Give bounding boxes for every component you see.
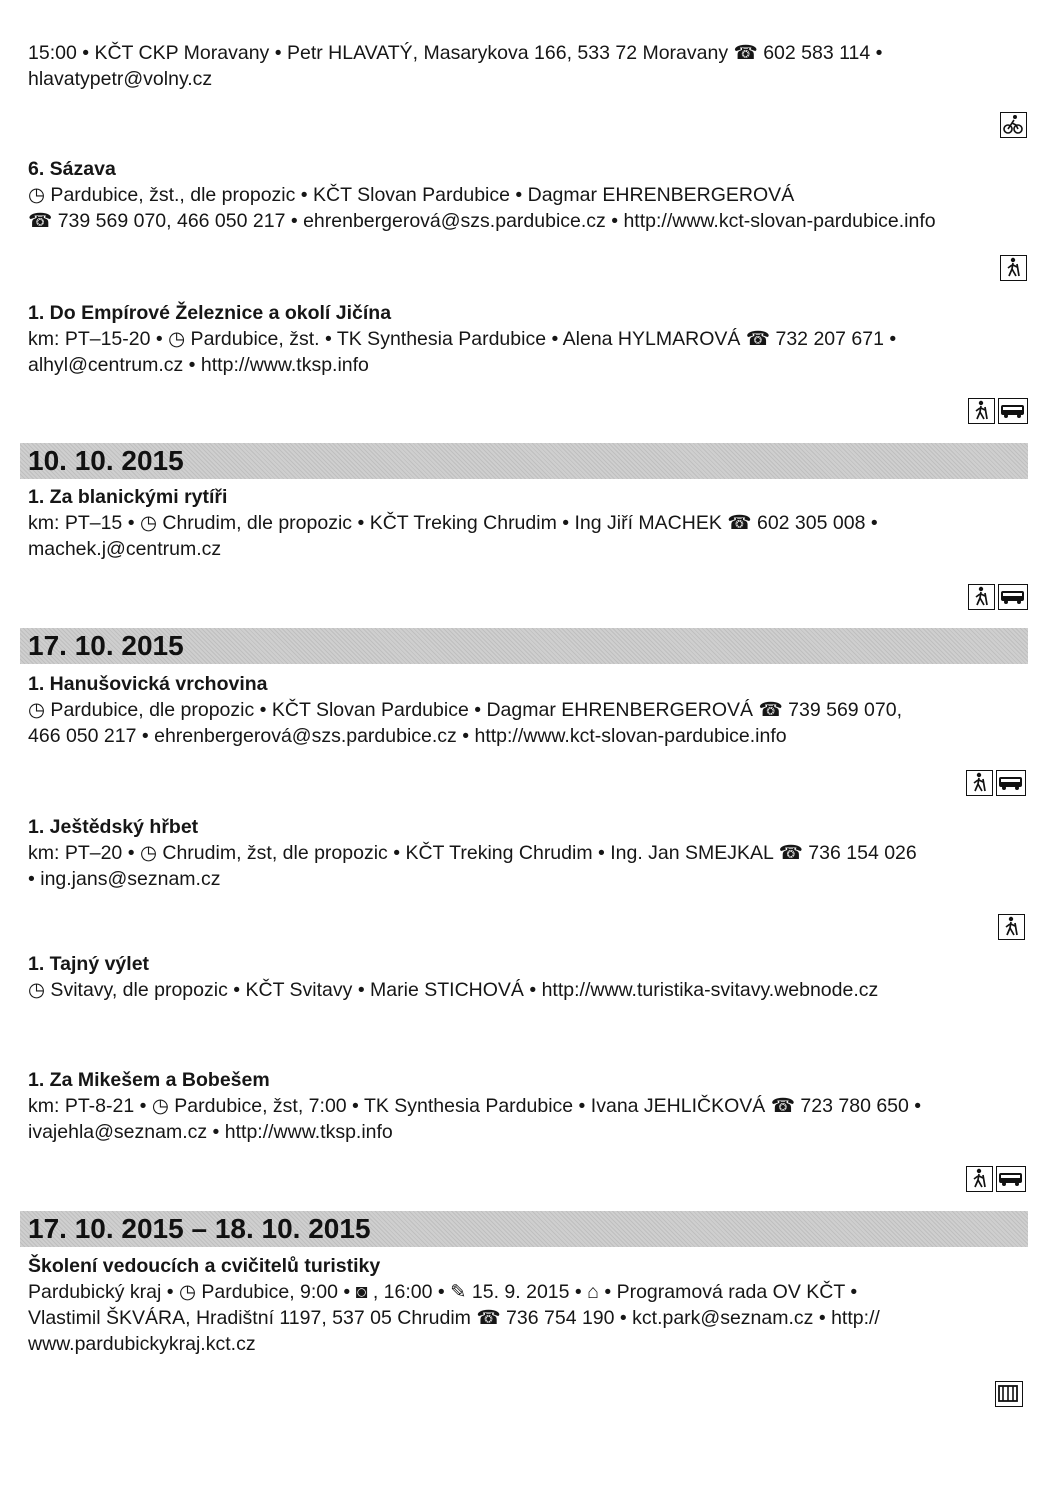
event-title: 1. Do Empírové Železnice a okolí Jičína — [28, 302, 392, 324]
hiker-icon — [966, 1166, 993, 1192]
entry-line: machek.j@centrum.cz — [28, 538, 222, 560]
hiker-icon — [998, 914, 1025, 940]
entry-line: Pardubický kraj • ◷ Pardubice, 9:00 • ◙ , 16:00 • ✎ 15. 9. 2015 • ⌂ • Programová rada OV KČT • — [28, 1281, 858, 1303]
event-entry — [28, 1253, 1028, 1357]
entry-line: km: PT–15 • ◷ Chrudim, dle propozic • KČT Treking Chrudim • Ing Jiří MACHEK ☎ 602 305 008 • — [28, 512, 878, 534]
bus-icon — [996, 770, 1026, 796]
event-title: 1. Hanušovická vrchovina — [28, 673, 268, 695]
entry-line: 15:00 • KČT CKP Moravany • Petr HLAVATÝ, Masarykova 166, 533 72 Moravany ☎ 602 583 114 • — [28, 42, 883, 64]
entry-line: km: PT–15-20 • ◷ Pardubice, žst. • TK Synthesia Pardubice • Alena HYLMAROVÁ ☎ 732 207 671 • — [28, 328, 897, 350]
date-band-label: 10. 10. 2015 — [28, 445, 184, 476]
entry-line: www.pardubickykraj.kct.cz — [28, 1333, 256, 1355]
hiker-icon — [966, 770, 993, 796]
bus-icon — [998, 584, 1028, 610]
event-title: 1. Tajný výlet — [28, 953, 150, 975]
hiker-icon — [968, 398, 995, 424]
entry-line: hlavatypetr@volny.cz — [28, 68, 213, 90]
entry-line: ◷ Pardubice, dle propozic • KČT Slovan Pardubice • Dagmar EHRENBERGEROVÁ ☎ 739 569 070, — [28, 699, 903, 721]
date-band — [20, 1211, 1028, 1247]
date-band — [20, 443, 1028, 479]
entry-line: ivajehla@seznam.cz • http://www.tksp.info — [28, 1121, 393, 1143]
entry-line: alhyl@centrum.cz • http://www.tksp.info — [28, 354, 369, 376]
event-title: 1. Ještědský hřbet — [28, 816, 199, 838]
cyclist-icon — [1000, 112, 1027, 138]
bus-icon — [998, 398, 1028, 424]
event-title: Školení vedoucích a cvičitelů turistiky — [28, 1255, 381, 1277]
hiker-icon — [1000, 255, 1027, 281]
date-band-label: 17. 10. 2015 – 18. 10. 2015 — [28, 1213, 371, 1244]
event-title: 1. Za blanickými rytíři — [28, 486, 228, 508]
date-band-label: 17. 10. 2015 — [28, 630, 184, 661]
event-entry — [28, 671, 1028, 749]
entry-line: • ing.jans@seznam.cz — [28, 868, 221, 890]
event-entry — [28, 951, 1028, 1003]
event-entry — [28, 814, 1028, 892]
entry-line: km: PT-8-21 • ◷ Pardubice, žst, 7:00 • TK Synthesia Pardubice • Ivana JEHLIČKOVÁ ☎ 723 780 650 • — [28, 1095, 922, 1117]
event-entry — [28, 1067, 1028, 1145]
event-title: 1. Za Mikešem a Bobešem — [28, 1069, 270, 1091]
entry-line: ◷ Pardubice, žst., dle propozic • KČT Slovan Pardubice • Dagmar EHRENBERGEROVÁ — [28, 184, 795, 206]
entry-line: Vlastimil ŠKVÁRA, Hradištní 1197, 537 05 Chrudim ☎ 736 754 190 • kct.park@seznam.cz • http:// — [28, 1307, 880, 1329]
event-entry — [28, 156, 1028, 234]
date-band — [20, 628, 1028, 664]
entry-line: ◷ Svitavy, dle propozic • KČT Svitavy • Marie STICHOVÁ • http://www.turistika-svitavy.webnode.cz — [28, 979, 879, 1001]
event-title: 6. Sázava — [28, 158, 116, 180]
book-icon — [995, 1381, 1023, 1407]
event-entry — [28, 300, 1028, 378]
entry-line: ☎ 739 569 070, 466 050 217 • ehrenbergerová@szs.pardubice.cz • http://www.kct-slovan-pardubice.info — [28, 210, 936, 232]
bus-icon — [996, 1166, 1026, 1192]
hiker-icon — [968, 584, 995, 610]
entry-line: 466 050 217 • ehrenbergerová@szs.pardubice.cz • http://www.kct-slovan-pardubice.info — [28, 725, 787, 747]
event-entry — [28, 484, 1028, 562]
entry-line: km: PT–20 • ◷ Chrudim, žst, dle propozic • KČT Treking Chrudim • Ing. Jan SMEJKAL ☎ 736 154 026 — [28, 842, 917, 864]
event-entry — [28, 40, 1028, 92]
